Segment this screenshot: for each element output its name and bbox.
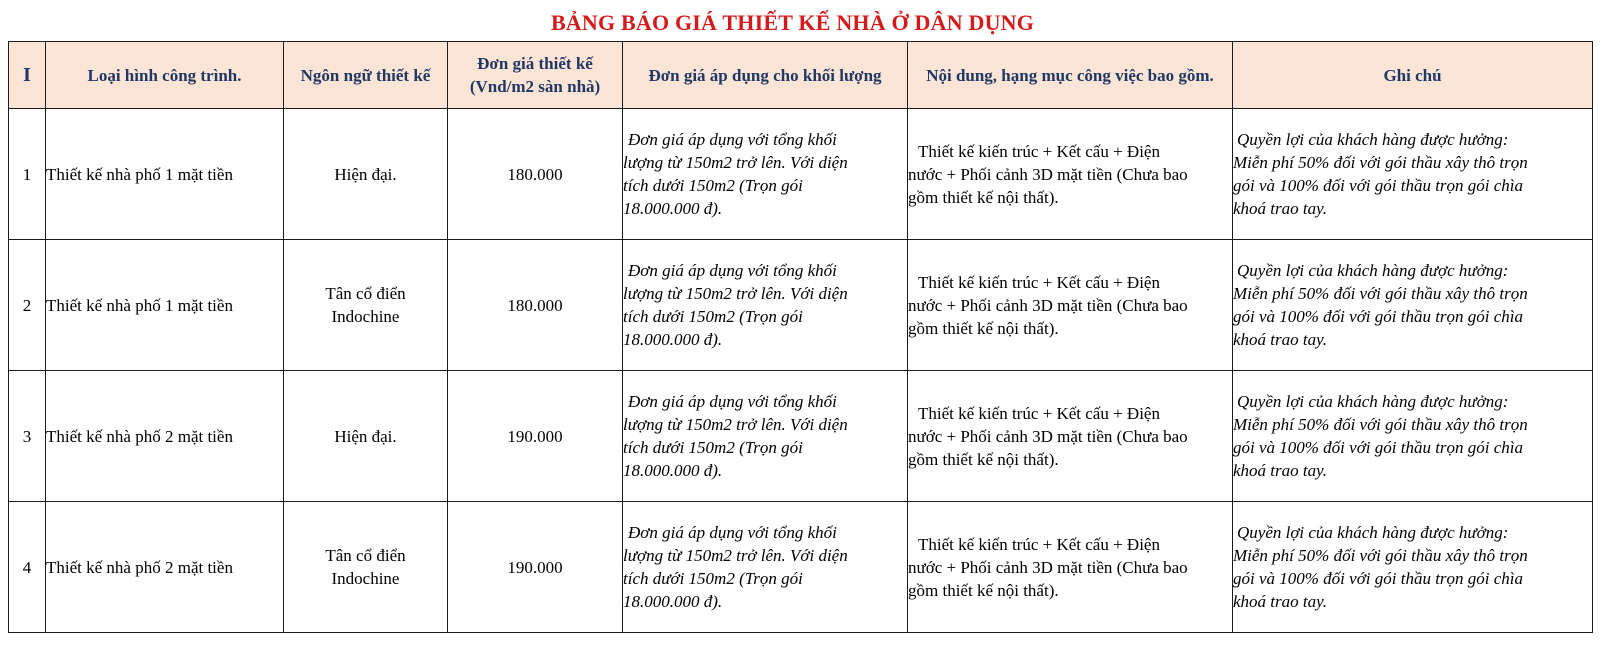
row-apply xyxy=(623,109,908,240)
row-note-line: gói và 100% đối với gói thầu trọn gói chìa xyxy=(1233,176,1524,195)
price-table xyxy=(8,41,1593,633)
row-note xyxy=(1233,240,1593,371)
row-apply-line: tích dưới 150m2 (Trọn gói xyxy=(623,569,803,588)
row-apply-line: Đơn giá áp dụng với tổng khối xyxy=(628,523,837,542)
row-note-line: gói và 100% đối với gói thầu trọn gói chìa xyxy=(1233,438,1524,457)
header-apply: Đơn giá áp dụng cho khối lượng xyxy=(623,42,908,109)
row-scope-line: nước + Phối cảnh 3D mặt tiền (Chưa bao xyxy=(908,164,1188,184)
row-note-line: gói và 100% đối với gói thầu trọn gói chìa xyxy=(1233,569,1524,588)
row-scope-line: gồm thiết kế nội thất). xyxy=(908,318,1059,338)
row-apply-line: tích dưới 150m2 (Trọn gói xyxy=(623,176,803,195)
row-index: 3 xyxy=(9,371,46,502)
row-note-line: khoá trao tay. xyxy=(1233,592,1327,611)
header-note: Ghi chú xyxy=(1233,42,1593,109)
row-index: 1 xyxy=(9,109,46,240)
row-scope-line: Thiết kế kiến trúc + Kết cấu + Điện xyxy=(918,141,1160,161)
page-title: BẢNG BÁO GIÁ THIẾT KẾ NHÀ Ở DÂN DỤNG xyxy=(550,10,1035,35)
row-apply-line: Đơn giá áp dụng với tổng khối xyxy=(628,261,837,280)
row-note xyxy=(1233,371,1593,502)
row-scope-line: nước + Phối cảnh 3D mặt tiền (Chưa bao xyxy=(908,426,1188,446)
row-apply-line: 18.000.000 đ). xyxy=(623,199,723,218)
row-scope-line: Thiết kế kiến trúc + Kết cấu + Điện xyxy=(918,403,1160,423)
row-style xyxy=(284,502,448,633)
row-apply-line: tích dưới 150m2 (Trọn gói xyxy=(623,438,803,457)
row-note-line: gói và 100% đối với gói thầu trọn gói chìa xyxy=(1233,307,1524,326)
row-index: 4 xyxy=(9,502,46,633)
row-note-line: Miễn phí 50% đối với gói thầu xây thô trọn xyxy=(1233,153,1528,172)
row-style-line1: Hiện đại. xyxy=(334,164,397,184)
table-header-row xyxy=(9,42,1593,109)
row-style-line2: Indochine xyxy=(331,569,400,588)
row-type: Thiết kế nhà phố 2 mặt tiền xyxy=(46,371,284,502)
row-type: Thiết kế nhà phố 1 mặt tiền xyxy=(46,109,284,240)
row-apply-line: 18.000.000 đ). xyxy=(623,330,723,349)
row-style xyxy=(284,109,448,240)
row-style-line1: Tân cổ điển xyxy=(325,546,406,565)
row-scope-line: Thiết kế kiến trúc + Kết cấu + Điện xyxy=(918,272,1160,292)
row-scope-line: gồm thiết kế nội thất). xyxy=(908,449,1059,469)
row-price: 180.000 xyxy=(448,109,623,240)
row-style-line1: Tân cổ điển xyxy=(325,284,406,303)
row-note-line: Miễn phí 50% đối với gói thầu xây thô trọn xyxy=(1233,284,1528,303)
row-note-line: khoá trao tay. xyxy=(1233,199,1327,218)
header-price-line2: (Vnd/m2 sàn nhà) xyxy=(469,77,601,96)
row-scope-line: nước + Phối cảnh 3D mặt tiền (Chưa bao xyxy=(908,295,1188,315)
row-note-line: Quyền lợi của khách hàng được hưởng: xyxy=(1237,130,1509,149)
row-price: 180.000 xyxy=(448,240,623,371)
row-style xyxy=(284,240,448,371)
row-scope-line: gồm thiết kế nội thất). xyxy=(908,580,1059,600)
row-note-line: Miễn phí 50% đối với gói thầu xây thô trọn xyxy=(1233,546,1528,565)
row-apply-line: lượng từ 150m2 trở lên. Với diện xyxy=(623,415,848,434)
table-row xyxy=(9,371,1593,502)
row-style xyxy=(284,371,448,502)
row-apply xyxy=(623,502,908,633)
row-note-line: Miễn phí 50% đối với gói thầu xây thô trọn xyxy=(1233,415,1528,434)
row-apply-line: tích dưới 150m2 (Trọn gói xyxy=(623,307,803,326)
row-price: 190.000 xyxy=(448,502,623,633)
header-type: Loại hình công trình. xyxy=(46,42,284,109)
row-scope xyxy=(908,109,1233,240)
header-price-line1: Đơn giá thiết kế xyxy=(477,54,593,73)
header-scope: Nội dung, hạng mục công việc bao gồm. xyxy=(908,42,1233,109)
row-style-line1: Hiện đại. xyxy=(334,426,397,446)
row-note-line: khoá trao tay. xyxy=(1233,461,1327,480)
row-scope xyxy=(908,240,1233,371)
row-apply-line: lượng từ 150m2 trở lên. Với diện xyxy=(623,546,848,565)
row-note xyxy=(1233,109,1593,240)
row-apply-line: 18.000.000 đ). xyxy=(623,592,723,611)
row-price: 190.000 xyxy=(448,371,623,502)
row-note xyxy=(1233,502,1593,633)
row-scope-line: nước + Phối cảnh 3D mặt tiền (Chưa bao xyxy=(908,557,1188,577)
row-apply xyxy=(623,240,908,371)
row-note-line: Quyền lợi của khách hàng được hưởng: xyxy=(1237,392,1509,411)
row-apply-line: lượng từ 150m2 trở lên. Với diện xyxy=(623,153,848,172)
row-scope-line: gồm thiết kế nội thất). xyxy=(908,187,1059,207)
header-style: Ngôn ngữ thiết kế xyxy=(284,42,448,109)
row-type: Thiết kế nhà phố 2 mặt tiền xyxy=(46,502,284,633)
row-apply-line: 18.000.000 đ). xyxy=(623,461,723,480)
table-row xyxy=(9,109,1593,240)
header-index: I xyxy=(9,42,46,109)
row-type: Thiết kế nhà phố 1 mặt tiền xyxy=(46,240,284,371)
table-row xyxy=(9,502,1593,633)
row-apply-line: lượng từ 150m2 trở lên. Với diện xyxy=(623,284,848,303)
row-scope-line: Thiết kế kiến trúc + Kết cấu + Điện xyxy=(918,534,1160,554)
row-index: 2 xyxy=(9,240,46,371)
row-apply xyxy=(623,371,908,502)
table-row xyxy=(9,240,1593,371)
row-scope xyxy=(908,502,1233,633)
header-price xyxy=(448,42,623,109)
row-apply-line: Đơn giá áp dụng với tổng khối xyxy=(628,392,837,411)
row-note-line: khoá trao tay. xyxy=(1233,330,1327,349)
row-note-line: Quyền lợi của khách hàng được hưởng: xyxy=(1237,261,1509,280)
row-apply-line: Đơn giá áp dụng với tổng khối xyxy=(628,130,837,149)
row-style-line2: Indochine xyxy=(331,307,400,326)
row-scope xyxy=(908,371,1233,502)
row-note-line: Quyền lợi của khách hàng được hưởng: xyxy=(1237,523,1509,542)
